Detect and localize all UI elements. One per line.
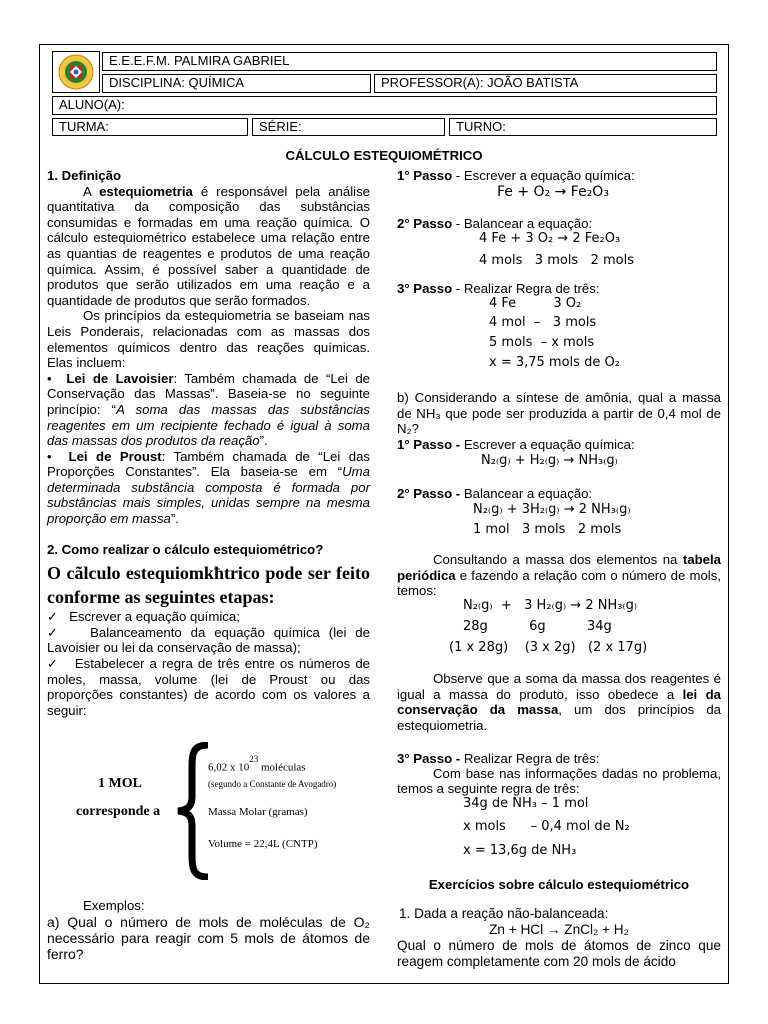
mass-relation-block [397, 597, 721, 657]
b-step-1-label: 1° Passo - Escrever a equação química: [397, 437, 635, 452]
proust-law: • Lei de Proust: Também chamada de “Lei das Proporções Constantes”. Ela baseia-se em “Uma determinada substância composta é formada por substâncias mais simples, unidas sempre na mesma proporção em massa”. [47, 448, 371, 527]
check-icon: ✓ [47, 656, 60, 672]
b-rule-three-3: x = 13,6g de NH₃ [463, 843, 577, 858]
b-step-3-text: Com base nas informações dadas no problema, temos a seguinte regra de três: [397, 766, 721, 796]
shift-field[interactable]: TURNO: [449, 118, 717, 136]
exercises-heading: Exercícios sobre cálculo estequiométrico [428, 877, 690, 892]
step-3-label: 3° Passo - Realizar Regra de três: [397, 281, 600, 296]
section-2-intro: O cãlculo estequiomkħtrico pode ser feito conforme as seguintes etapas: [47, 563, 370, 608]
b-equation-2-mols: 1 mol 3 mols 2 mols [473, 522, 622, 537]
rule-three-3: 5 mols – x mols [489, 335, 595, 350]
mass-equation: N₂₍g₎ + 3 H₂₍g₎ → 2 NH₃₍g₎ [463, 598, 638, 613]
exercise-1-question: Qual o número de mols de átomos de zinco que reagem completamente com 20 mols de ácido [397, 938, 721, 969]
step-check-2: ✓ Balanceamento da equação química (lei de Lavoisier ou lei da conservação de massa); [47, 624, 370, 656]
grade-field[interactable]: SÉRIE: [252, 118, 445, 136]
teacher-field: PROFESSOR(A): JOÃO BATISTA [374, 74, 717, 93]
b-equation-1: N₂₍g₎ + H₂₍g₎ → NH₃₍g₎ [481, 453, 618, 468]
mol-avogadro-note: (segundo a Constante de Avogadro) [208, 779, 337, 789]
section-2-heading: 2. Como realizar o cálculo estequiométrico? [47, 541, 324, 557]
rule-three-4: x = 3,75 mols de O₂ [489, 355, 620, 370]
equation-1: Fe + O₂ → Fe₂O₃ [497, 184, 609, 200]
mass-values: 28g 6g 34g [463, 619, 612, 634]
example-b-question: b) Considerando a síntese de amônia, qual a massa de NH₃ que pode ser produzida a partir de 0,4 mol de N₂? [397, 390, 721, 437]
page-title: CÁLCULO ESTEQUIOMÉTRICO [285, 148, 483, 163]
b-step-2-block [397, 486, 721, 539]
mol-label: 1 MOL [98, 776, 142, 791]
definition-paragraph: A estequiometria é responsável pela análise quantitativa da composição das substâncias consumidas e formadas em uma reação química. O cálculo estequiométrico estabelece uma relação entre as quantias de reagentes e produtos de uma reação química. Assim, é possível saber a quantidade de produtos que serão utilizados em uma reação e a quantidade de produtos que serão formados. [47, 183, 370, 308]
mol-molar-mass: Massa Molar (gramas) [208, 806, 308, 818]
examples-block [47, 898, 370, 962]
step-1-label: 1° Passo - Escrever a equação química: [397, 168, 635, 183]
student-field[interactable]: ALUNO(A): [52, 96, 717, 115]
b-step-3-block [397, 751, 721, 860]
equation-2: 4 Fe + 3 O₂ → 2 Fe₂O₃ [479, 231, 621, 246]
principles-paragraph: Os princípios da estequiometria se baseiam nas Leis Ponderais, relacionadas com as massas dos elementos químicos dentro das reações químicas. Elas incluem: [47, 308, 370, 371]
rule-three-2: 4 mol – 3 mols [489, 315, 597, 330]
step-2-label: 2° Passo - Balancear a equação: [397, 216, 593, 231]
b-step-1-block [397, 437, 721, 470]
exercise-1-equation: Zn + HCl → ZnCl₂ + H₂ [489, 922, 629, 937]
b-rule-three-2: x mols – 0,4 mol de N₂ [463, 819, 630, 834]
school-crest-icon [52, 51, 100, 93]
discipline-field: DISCIPLINA: QUÍMICA [102, 74, 371, 93]
class-field[interactable]: TURMA: [52, 118, 248, 136]
check-icon: ✓ [47, 624, 64, 640]
school-name: E.E.E.F.M. PALMIRA GABRIEL [102, 52, 717, 71]
step-2-block [397, 216, 721, 270]
b-step-3-label: 3° Passo - Realizar Regra de três: [397, 751, 600, 766]
b-step-2-label: 2° Passo - Balancear a equação: [397, 486, 593, 501]
mol-avogadro: 6,02 x $10^{23}$ moléculas [208, 754, 306, 774]
check-icon: ✓ [47, 609, 59, 625]
step-check-3: ✓ Estabelecer a regra de três entre os números de moles, massa, volume (lei de Proust ou das proporções constantes) de acordo com os valores a seguir: [47, 656, 370, 718]
curly-brace-icon [172, 742, 212, 880]
left-column [47, 168, 370, 718]
exercise-1-intro: 1. Dada a reação não-balanceada: [399, 906, 609, 921]
section-1-heading: 1. Definição [47, 168, 122, 183]
step-3-block [397, 281, 721, 372]
mol-corresponds-label: corresponde a [76, 804, 161, 819]
mol-volume: Volume = 22,4L (CNTP) [208, 838, 318, 850]
periodic-table-paragraph: Consultando a massa dos elementos na tabela periódica e fazendo a relação com o número de mols, temos: [397, 552, 721, 599]
b-rule-three-1: 34g de NH₃ – 1 mol [463, 796, 589, 811]
b-equation-2: N₂₍g₎ + 3H₂₍g₎ → 2 NH₃₍g₎ [473, 502, 631, 517]
lavoisier-law: • Lei de Lavoisier: Também chamada de “Lei de Conservação das Massas”. Baseia-se no seguinte princípio: “A soma das massas das substâncias reagentes em um recipiente fechado é igual à soma das massas dos produtos da reação”. [47, 370, 370, 449]
equation-2-mols: 4 mols 3 mols 2 mols [479, 253, 635, 268]
example-a-question: a) Qual o número de mols de moléculas de O₂ necessário para reagir com 5 mols de átomos de ferro? [47, 913, 370, 962]
exercise-1-block [397, 906, 721, 970]
rule-three-1: 4 Fe 3 O₂ [489, 296, 582, 311]
right-column [397, 168, 721, 201]
step-check-1: ✓ Escrever a equação química; [47, 609, 240, 625]
examples-label: Exemplos: [83, 898, 145, 913]
conservation-paragraph: Observe que a soma da massa dos reagentes é igual a massa do produto, isso obedece a lei da conservação da massa, um dos princípios da estequiometria. [397, 671, 721, 733]
mass-expansion: (1 x 28g) (3 x 2g) (2 x 17g) [449, 640, 648, 655]
